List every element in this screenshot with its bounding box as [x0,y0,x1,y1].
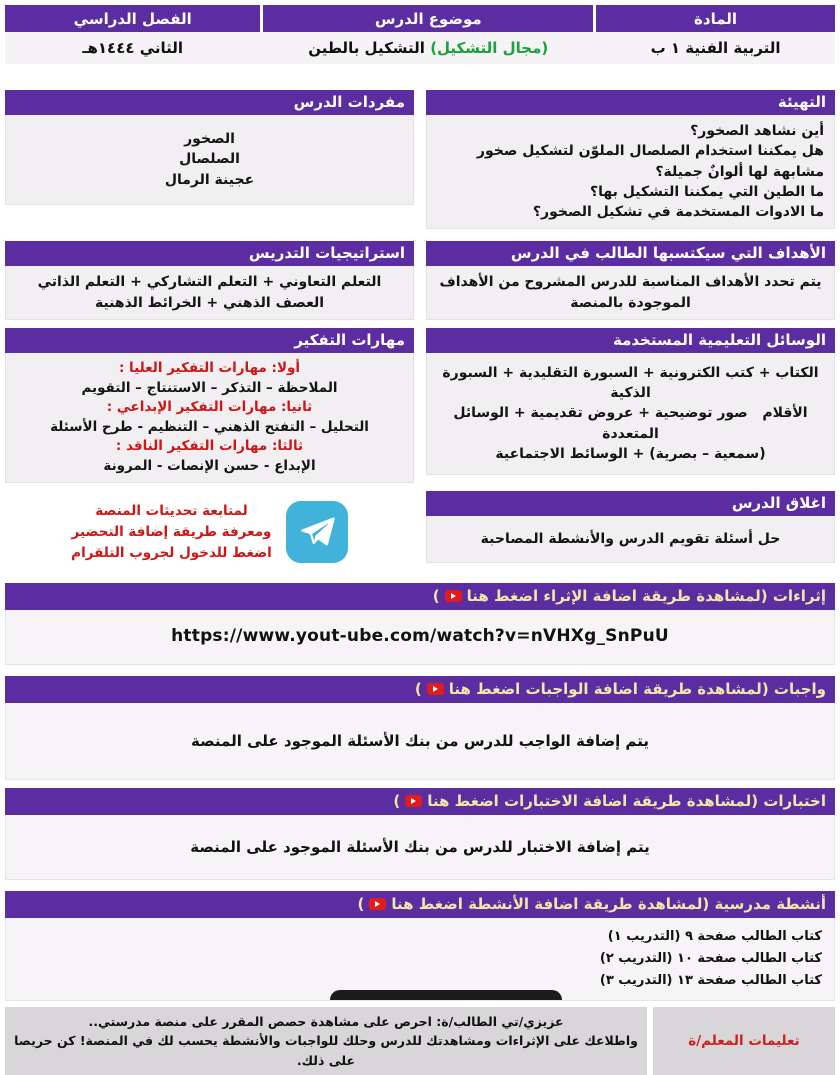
activity-line: كتاب الطالب صفحة ٩ (التدريب ١) [607,928,822,944]
homework-section [5,676,835,780]
thinking-line: التحليل – التفتح الذهني – التنظيم - طرح الأسئلة [50,418,369,435]
teacher-note-section [5,1007,835,1075]
activities-banner-paren: ) [357,894,365,913]
activities-banner[interactable] [5,891,835,918]
warmup-title: التهيئة [426,90,835,115]
tests-banner-paren: ) [393,791,401,810]
thinking-line: الإبداع - حسن الإنصات - المرونة [103,457,316,474]
enrichment-url-link[interactable]: https://www.yout-ube.com/watch?v=nVHXg_SnPuU [171,626,669,647]
telegram-text-line: ومعرفة طريقة إضافة التحضير [71,523,272,540]
meta-table-header-row [5,5,835,32]
youtube-icon [405,795,422,807]
vocabulary-item: الصلصال [179,151,240,168]
meta-table-value-row [5,32,835,64]
aids-section [426,328,835,475]
thinking-section [5,328,414,483]
vocabulary-section [5,90,414,205]
thinking-line: الملاحظة – التذكر – الاستنتاج – التقويم [81,379,338,396]
row-closure-telegram [5,491,835,571]
aids-body [426,353,835,475]
closure-body: حل أسئلة تقويم الدرس والأنشطة المصاحبة [426,516,835,563]
thinking-heading: أولا: مهارات التفكير العليا : [118,360,301,377]
strategies-line: التعلم التعاوني + التعلم التشاركي + التعلم الذاتي [37,274,382,291]
homework-banner-label: واجبات (لمشاهدة طريقة اضافة الواجبات اضغط هنا [448,679,826,698]
thinking-title: مهارات التفكير [5,328,414,353]
aids-line: الأقلام صور توضيحية + عروض تقديمية + الوسائل المتعددة [453,405,808,442]
row-objectives-strategies [5,241,835,320]
row-aids-thinking [5,328,835,483]
warmup-line: ما الطين التي يمكننا التشكيل بها؟ [590,183,824,200]
thinking-body [5,353,414,483]
homework-banner-paren: ) [414,679,422,698]
closure-section [426,491,835,563]
objectives-title: الأهداف التي سيكتسبها الطالب في الدرس [426,241,835,266]
telegram-promo [5,491,414,571]
vocabulary-title: مفردات الدرس [5,90,414,115]
homework-body: يتم إضافة الواجب للدرس من بنك الأسئلة الموجود على المنصة [5,703,835,780]
teacher-note-line: عزيزي/تي الطالب/ة: احرص على مشاهدة حصص المقرر على منصة مدرستي.. [88,1013,564,1029]
activities-body [5,918,835,1001]
enrichment-banner-paren: ) [432,587,440,606]
row-warmup-vocab [5,90,835,229]
telegram-paper-plane-icon [297,512,337,552]
semester-header: الفصل الدراسي [5,5,260,32]
tests-section [5,788,835,880]
vocabulary-item: عجينة الرمال [164,171,255,188]
topic-value [263,32,593,64]
aids-title: الوسائل التعليمية المستخدمة [426,328,835,353]
activities-banner-label: أنشطة مدرسية (لمشاهدة طريقة اضافة الأنشطة اضغط هنا [391,894,826,913]
closure-title: اغلاق الدرس [426,491,835,516]
objectives-body: يتم تحدد الأهداف المناسبة للدرس المشروح من الأهداف الموجودة بالمنصة [426,266,835,320]
aids-line: (سمعية – بصرية) + الوسائط الاجتماعية [495,446,766,463]
enrichment-body [5,610,835,664]
subject-value: التربية الفنية ١ ب [650,39,781,57]
tests-body: يتم إضافة الاختبار للدرس من بنك الأسئلة الموجود على المنصة [5,815,835,880]
youtube-icon [445,590,462,602]
aids-line: الكتاب + كتب الكترونية + السبورة التقليدية + السبورة الذكية [442,364,819,402]
tests-banner-label: اختبارات (لمشاهدة طريقة اضافة الاختبارات اضغط هنا [427,791,826,810]
vocabulary-body [5,115,414,205]
warmup-line: ما الادوات المستخدمة في تشكيل الصخور؟ [532,204,824,221]
meta-table [5,5,835,64]
teacher-note-body [5,1007,647,1075]
enrichment-banner[interactable] [5,583,835,610]
thinking-heading: ثانيا: مهارات التفكير الإبداعي : [106,399,313,416]
topic-value-green: (مجال التشكيل) [430,39,549,57]
youtube-icon [369,898,386,910]
telegram-text-line: لمتابعة تحديثات المنصة [95,503,248,520]
enrichment-banner-label: إثراءات (لمشاهدة طريقة اضافة الإثراء اضغط هنا [466,587,826,606]
homework-banner[interactable] [5,676,835,703]
telegram-link-text[interactable] [71,501,272,564]
vocabulary-item: الصخور [184,131,235,148]
tests-banner[interactable] [5,788,835,815]
topic-value-rest: التشكيل بالطين [308,39,425,57]
semester-value: الثاني ١٤٤٤هـ [82,39,184,57]
telegram-icon[interactable] [286,501,348,563]
activity-line: كتاب الطالب صفحة ١٣ (التدريب ٣) [599,972,822,988]
strategies-line: العصف الذهني + الخرائط الذهنية [94,294,325,311]
warmup-body [426,115,835,229]
warmup-line: هل يمكننا استخدام الصلصال الملوّن لتشكيل صخور مشابهة لها ألوانٌ جميلة؟ [476,143,824,180]
warmup-section [426,90,835,229]
strategies-title: استراتيجيات التدريس [5,241,414,266]
strategies-body [5,266,414,320]
teacher-note-line: واطلاعك على الإثراءات ومشاهدتك للدرس وحلك للواجبات والأنشطة يحسب لك في المنصة! كن حريصا على ذلك. [14,1033,638,1068]
page-bottom-shape [330,990,562,1000]
enrichment-section [5,583,835,664]
activity-line: كتاب الطالب صفحة ١٠ (التدريب ٢) [599,950,822,966]
thinking-heading: ثالثا: مهارات التفكير الناقد : [115,438,304,455]
teacher-note-label: تعليمات المعلم/ة [653,1007,835,1075]
objectives-section [426,241,835,320]
subject-header: المادة [596,5,835,32]
strategies-section [5,241,414,320]
warmup-line: أين نشاهد الصخور؟ [690,123,824,139]
activities-section [5,891,835,1001]
telegram-text-line: اضغط للدخول لجروب التلقرام [71,544,272,561]
topic-header: موضوع الدرس [263,5,593,32]
youtube-icon [427,683,444,695]
